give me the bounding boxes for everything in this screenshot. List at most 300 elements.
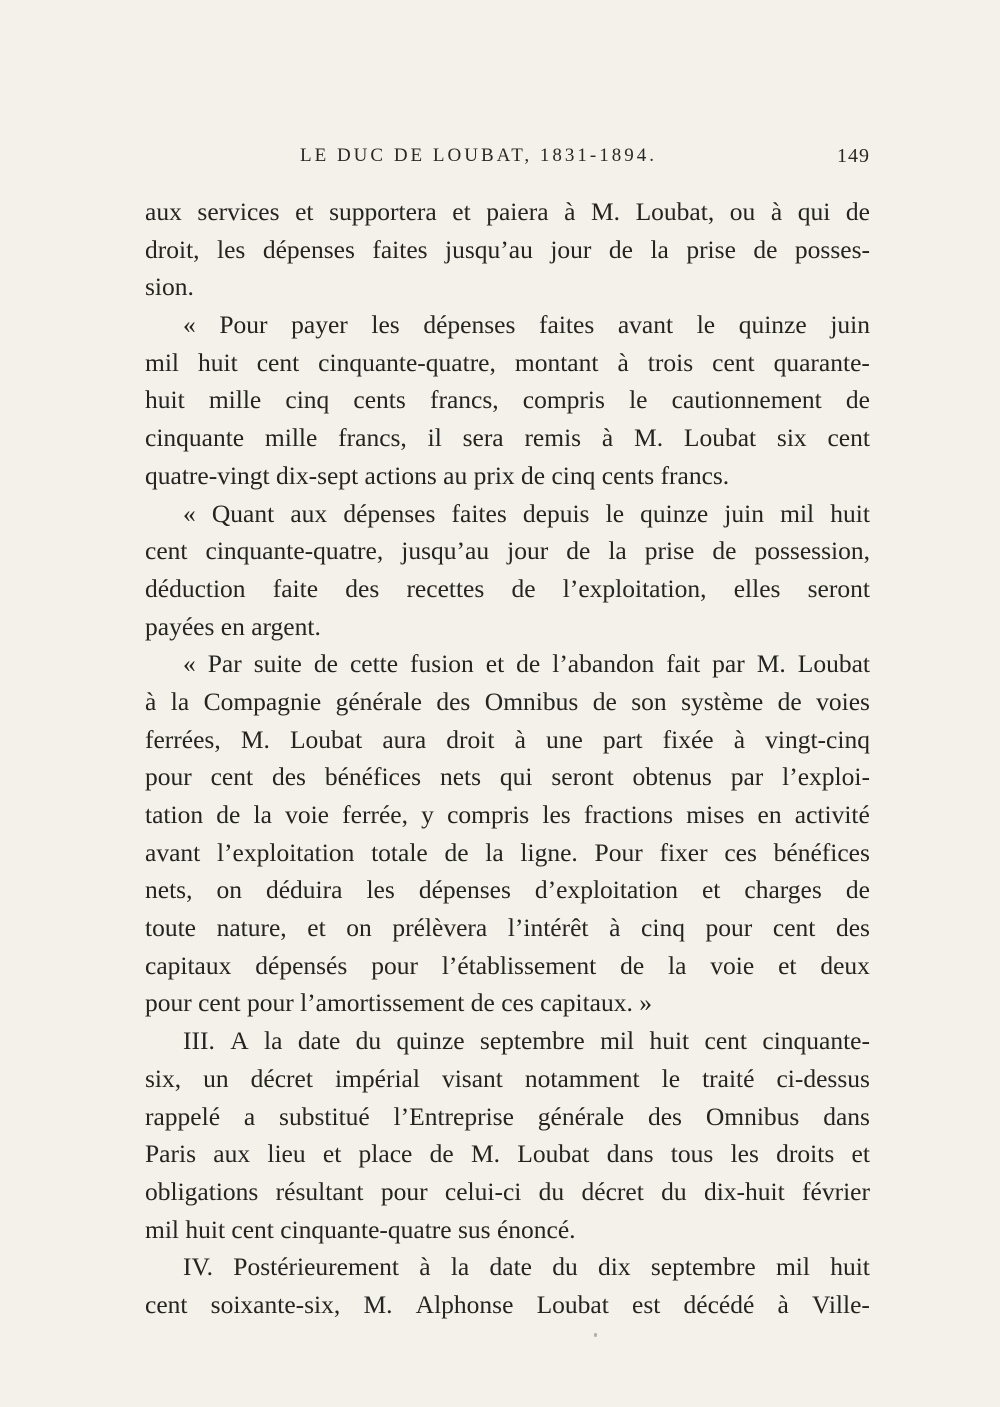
word: cents: [353, 385, 406, 415]
word: un: [203, 1063, 229, 1093]
word: montant: [514, 347, 599, 377]
word: à: [770, 197, 783, 226]
text-line: [145, 683, 870, 721]
word: voie: [285, 800, 329, 829]
word: aux: [145, 197, 182, 226]
word: aux: [290, 498, 328, 528]
text-line: sion.: [145, 272, 194, 302]
word: celui-ci: [444, 1176, 522, 1206]
word: dépensés: [255, 950, 348, 980]
word: la: [608, 536, 627, 566]
word: cinq: [285, 385, 330, 415]
word: la: [668, 950, 687, 980]
word: de: [845, 385, 870, 415]
word: l’intérêt: [507, 913, 589, 943]
text-line: [145, 381, 870, 419]
word: pour: [145, 762, 192, 792]
justified-line: [145, 344, 870, 382]
word: l’exploitation,: [562, 573, 707, 603]
text-line: [145, 909, 870, 947]
word: la: [170, 686, 190, 716]
word: huit: [198, 347, 238, 377]
word: février: [802, 1176, 870, 1206]
word: la: [450, 1252, 470, 1282]
word: trois: [647, 347, 694, 377]
word: générale: [537, 1101, 625, 1131]
word: compris: [522, 385, 605, 415]
justified-line: [145, 1173, 870, 1211]
word: de: [592, 686, 617, 716]
word: totale: [371, 837, 428, 867]
word: système: [681, 686, 764, 716]
word: prise: [644, 536, 695, 566]
word: Ville-: [811, 1289, 870, 1319]
word: obtenus: [632, 762, 712, 792]
word: huit: [830, 1252, 870, 1282]
word: de: [620, 950, 645, 980]
word: pour: [371, 950, 418, 980]
justified-line: [145, 1286, 870, 1324]
paper-speck: [594, 1333, 597, 1337]
word: l’établissement: [441, 950, 597, 980]
word: du: [552, 1252, 578, 1282]
justified-line: [183, 495, 870, 533]
word: dépenses: [418, 875, 511, 905]
text-line: [145, 1286, 870, 1324]
word: septembre: [479, 1026, 585, 1056]
word: francs,: [429, 385, 499, 415]
word: tation: [145, 800, 204, 829]
word: IV.: [183, 1252, 213, 1282]
word: deux: [820, 950, 870, 980]
word: ferrées,: [145, 724, 221, 754]
word: qui: [499, 762, 533, 792]
word: nets,: [145, 875, 193, 905]
word: aura: [382, 724, 427, 754]
word: bénéfices: [324, 762, 422, 792]
word: prise: [686, 234, 736, 264]
word: de: [516, 649, 541, 679]
word: Pour: [219, 310, 268, 340]
word: compris: [447, 800, 530, 829]
word: son: [631, 686, 667, 716]
justified-line: [145, 532, 870, 570]
word: par: [712, 649, 745, 679]
word: cinquante-quatre,: [318, 347, 496, 377]
text-line: mil huit cent cinquante-quatre sus énoncé.: [145, 1214, 576, 1244]
word: quinze: [738, 310, 807, 340]
word: visant: [441, 1063, 503, 1093]
word: fusion: [410, 649, 474, 679]
word: déduction: [145, 573, 246, 603]
word: sera: [462, 423, 504, 453]
word: dépenses: [262, 234, 355, 264]
word: cent: [827, 423, 870, 453]
justified-line: [145, 909, 870, 947]
word: part: [602, 724, 643, 754]
word: fait: [666, 649, 701, 679]
word: M.: [634, 423, 664, 453]
word: cent: [772, 913, 816, 943]
word: ferrée,: [342, 800, 408, 829]
word: place: [358, 1139, 413, 1169]
justified-line: [145, 796, 870, 834]
word: prélèvera: [392, 913, 488, 943]
text-line: [145, 947, 870, 985]
word: l’Entreprise: [393, 1101, 514, 1131]
word: traité: [702, 1063, 755, 1093]
word: l’exploitation: [216, 837, 355, 867]
word: d’exploitation: [534, 875, 678, 905]
word: des: [345, 573, 380, 603]
word: ou: [729, 197, 756, 226]
justified-line: [145, 834, 870, 872]
word: dans: [823, 1101, 870, 1131]
text-line: pour cent pour l’amortissement de ces capitaux. »: [145, 988, 652, 1018]
word: décret: [250, 1063, 313, 1093]
word: Paris: [145, 1139, 196, 1169]
word: les: [542, 800, 571, 829]
word: bénéfices: [773, 837, 870, 867]
word: du: [355, 1026, 382, 1056]
text-line: [145, 193, 870, 231]
word: huit: [649, 1026, 690, 1056]
word: à: [609, 913, 621, 943]
word: on: [346, 913, 372, 943]
text-line: [145, 532, 870, 570]
word: cent: [145, 1289, 188, 1319]
word: Omnibus: [705, 1101, 800, 1131]
text-line: [145, 796, 870, 834]
text-line: [145, 1060, 870, 1098]
word: remis: [524, 423, 582, 453]
word: ligne.: [520, 837, 578, 867]
word: capitaux: [145, 950, 232, 980]
word: nature,: [216, 913, 287, 943]
body-text: [145, 193, 870, 1324]
word: le: [605, 498, 625, 528]
word: et: [485, 649, 505, 679]
word: dix: [598, 1252, 631, 1282]
word: de: [429, 1139, 454, 1169]
word: III.: [183, 1026, 215, 1056]
text-line: [145, 1173, 870, 1211]
word: et: [452, 197, 471, 226]
word: et: [778, 950, 797, 980]
word: possession,: [754, 536, 870, 566]
text-line: [145, 721, 870, 759]
word: seront: [807, 573, 870, 603]
word: Pour: [594, 837, 643, 867]
word: le: [629, 385, 648, 415]
word: lieu: [267, 1139, 306, 1169]
word: huit: [145, 385, 185, 415]
word: pour: [380, 1176, 428, 1206]
word: quinze: [640, 498, 709, 528]
word: le: [661, 1063, 681, 1093]
word: les: [217, 234, 246, 264]
word: ces: [724, 837, 757, 867]
word: des: [436, 686, 471, 716]
word: à: [617, 347, 629, 377]
text-line: quatre-vingt dix-sept actions au prix de cinq cents francs.: [145, 460, 730, 490]
word: les: [371, 310, 400, 340]
word: Loubat: [289, 724, 363, 754]
word: M.: [240, 724, 270, 754]
word: générale: [335, 686, 422, 716]
word: «: [183, 310, 196, 340]
word: à: [419, 1252, 431, 1282]
word: huit: [830, 498, 870, 528]
word: supportera: [329, 197, 437, 226]
word: date: [297, 1026, 341, 1056]
word: par: [730, 762, 764, 792]
text-line: [145, 231, 870, 269]
word: l’exploi-: [782, 762, 870, 792]
word: de: [313, 649, 338, 679]
justified-line: [145, 871, 870, 909]
word: Par: [207, 649, 242, 679]
word: avant: [617, 310, 674, 340]
word: fractions: [583, 800, 674, 829]
text-line: [145, 419, 870, 457]
word: vingt-cinq: [765, 724, 870, 754]
text-line: [145, 1022, 870, 1060]
word: cent: [145, 536, 188, 566]
word: y: [421, 800, 434, 829]
text-line: [145, 495, 870, 533]
word: Compagnie: [203, 686, 322, 716]
word: une: [545, 724, 583, 754]
word: les: [730, 1139, 759, 1169]
word: de: [777, 686, 802, 716]
word: à: [145, 686, 157, 716]
word: jusqu’au: [445, 234, 533, 264]
word: impérial: [334, 1063, 420, 1093]
justified-line: [183, 1022, 870, 1060]
word: jour: [550, 234, 592, 264]
word: et: [322, 1139, 342, 1169]
word: de: [511, 573, 536, 603]
word: A: [230, 1026, 249, 1056]
justified-line: [145, 1060, 870, 1098]
word: cinq: [641, 913, 685, 943]
word: droit,: [145, 234, 200, 264]
word: le: [696, 310, 716, 340]
word: six,: [145, 1063, 182, 1093]
word: des: [835, 913, 870, 943]
word: Loubat: [683, 423, 757, 453]
justified-line: [183, 1248, 870, 1286]
justified-line: [145, 758, 870, 796]
word: voies: [816, 686, 870, 716]
word: depuis: [522, 498, 590, 528]
word: de: [444, 837, 469, 867]
word: en: [757, 800, 782, 829]
word: cautionnement: [671, 385, 822, 415]
word: de: [566, 536, 591, 566]
word: de: [712, 536, 737, 566]
word: juin: [830, 310, 870, 340]
word: services: [197, 197, 280, 226]
word: faite: [272, 573, 319, 603]
word: les: [366, 875, 395, 905]
word: à: [514, 724, 526, 754]
word: à: [777, 1289, 789, 1319]
word: qui: [797, 197, 831, 226]
word: dans: [606, 1139, 654, 1169]
word: à: [733, 724, 746, 754]
word: et: [701, 875, 721, 905]
running-title: LE DUC DE LOUBAT, 1831-1894.: [300, 145, 658, 166]
word: et: [295, 197, 314, 226]
word: de: [608, 234, 633, 264]
word: avant: [145, 837, 201, 867]
word: elles: [733, 573, 781, 603]
word: on: [216, 875, 242, 905]
word: faites: [539, 310, 595, 340]
word: mille: [264, 423, 318, 453]
word: cent: [256, 347, 300, 377]
word: septembre: [650, 1252, 756, 1282]
page-number: 149: [837, 145, 870, 167]
word: fixer: [659, 837, 708, 867]
justified-line: [145, 570, 870, 608]
word: Alphonse: [415, 1289, 514, 1319]
word: «: [183, 498, 196, 528]
word: Loubat: [517, 1139, 590, 1169]
word: dépenses: [423, 310, 516, 340]
word: et: [851, 1139, 870, 1169]
word: cinquante-quatre,: [205, 536, 384, 566]
word: cinquante-: [762, 1026, 870, 1056]
word: de: [845, 875, 870, 905]
word: quarante-: [773, 347, 870, 377]
justified-line: [145, 683, 870, 721]
word: dépenses: [343, 498, 436, 528]
word: M.: [363, 1289, 393, 1319]
word: posses-: [794, 234, 870, 264]
text-line: [145, 1098, 870, 1136]
word: la: [650, 234, 669, 264]
justified-line: [145, 721, 870, 759]
word: mil: [775, 1252, 810, 1282]
justified-line: [145, 419, 870, 457]
word: jusqu’au: [401, 536, 490, 566]
justified-line: [145, 947, 870, 985]
word: toute: [145, 913, 196, 943]
word: décédé: [683, 1289, 755, 1319]
word: des: [271, 762, 306, 792]
word: fixée: [662, 724, 714, 754]
word: Loubat,: [635, 197, 715, 226]
word: Loubat: [536, 1289, 609, 1319]
word: date: [489, 1252, 532, 1282]
word: est: [632, 1289, 661, 1319]
word: a: [243, 1101, 256, 1131]
word: quinze: [396, 1026, 465, 1056]
justified-line: [145, 1135, 870, 1173]
justified-line: [183, 306, 870, 344]
word: et: [307, 913, 326, 943]
text-line: [145, 570, 870, 608]
word: jour: [507, 536, 549, 566]
text-line: payées en argent.: [145, 611, 321, 641]
word: M.: [470, 1139, 501, 1169]
word: déduira: [265, 875, 343, 905]
word: cinquante: [145, 423, 245, 453]
word: mille: [208, 385, 262, 415]
text-line: [145, 1135, 870, 1173]
word: du: [661, 1176, 687, 1206]
word: la: [485, 837, 504, 867]
justified-line: [145, 381, 870, 419]
word: résultant: [275, 1176, 364, 1206]
text-line: [145, 306, 870, 344]
word: décret: [581, 1176, 644, 1206]
word: recettes: [406, 573, 485, 603]
word: à: [601, 423, 614, 453]
word: aux: [213, 1139, 251, 1169]
word: la: [253, 800, 272, 829]
justified-line: [145, 231, 870, 269]
word: faites: [372, 234, 428, 264]
word: cette: [349, 649, 399, 679]
word: six: [776, 423, 807, 453]
word: pour: [705, 913, 753, 943]
justified-line: [145, 1098, 870, 1136]
word: mil: [780, 498, 815, 528]
word: soixante-six,: [210, 1289, 341, 1319]
word: francs,: [338, 423, 407, 453]
word: de: [753, 234, 778, 264]
word: nets: [439, 762, 482, 792]
word: rappelé: [145, 1101, 221, 1131]
justified-line: [183, 645, 870, 683]
word: dix-huit: [703, 1176, 785, 1206]
text-line: [145, 1248, 870, 1286]
word: tous: [670, 1139, 714, 1169]
word: Omnibus: [484, 686, 579, 716]
text-line: [145, 645, 870, 683]
justified-line: [145, 193, 870, 231]
running-header: [137, 145, 870, 175]
word: activité: [794, 800, 870, 829]
word: suite: [253, 649, 302, 679]
word: Quant: [211, 498, 275, 528]
word: de: [216, 800, 241, 829]
word: seront: [551, 762, 614, 792]
word: M.: [590, 197, 621, 226]
word: droit: [446, 724, 495, 754]
text-line: [145, 344, 870, 382]
word: substitué: [279, 1101, 370, 1131]
word: payer: [291, 310, 348, 340]
text-line: [145, 758, 870, 796]
word: de: [845, 197, 870, 226]
word: «: [183, 649, 196, 679]
word: cent: [704, 1026, 747, 1056]
word: il: [427, 423, 442, 453]
word: juin: [724, 498, 764, 528]
word: mil: [600, 1026, 635, 1056]
word: charges: [744, 875, 822, 905]
word: ci-dessus: [776, 1063, 870, 1093]
word: Postérieurement: [233, 1252, 399, 1282]
word: cent: [712, 347, 755, 377]
word: mises: [686, 800, 745, 829]
word: des: [647, 1101, 682, 1131]
